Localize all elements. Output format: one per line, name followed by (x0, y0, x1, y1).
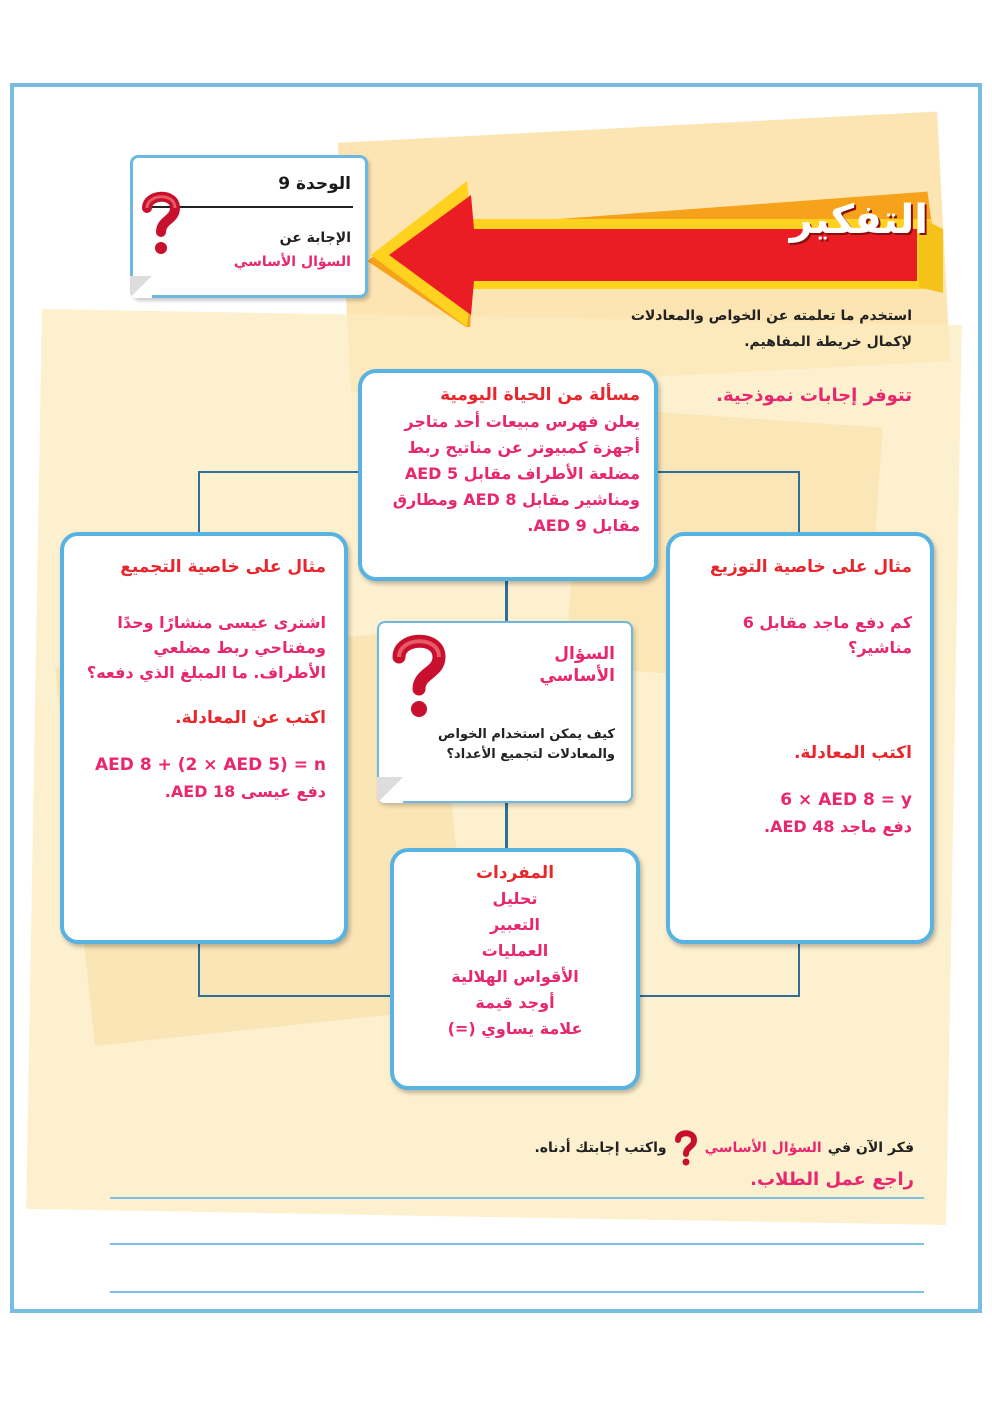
vocabulary-item: التعبير (489, 915, 541, 934)
page-curl (130, 276, 152, 298)
associative-instruction: اكتب عن المعادلة. (175, 708, 326, 728)
unit-card (130, 155, 368, 298)
question-mark-icon (389, 631, 449, 721)
connector-line (505, 581, 508, 621)
intro-text (492, 303, 912, 355)
vocabulary-heading: المفردات (475, 863, 555, 883)
vocabulary-item: تحليل (492, 889, 538, 908)
connector-line (798, 471, 800, 533)
answer-label: الإجابة عن (279, 230, 351, 246)
student-work-note: راجع عمل الطلاب. (750, 1169, 914, 1190)
associative-answer: دفع عيسى AED 18. (164, 782, 326, 801)
distributive-answer: دفع ماجد AED 48. (764, 817, 912, 836)
answer-line (110, 1243, 924, 1245)
connector-line (198, 471, 200, 533)
vocabulary-item: أوجد قيمة (475, 993, 555, 1012)
reflect-text: واكتب إجابتك أدناه. (534, 1140, 667, 1156)
connector-line (505, 803, 508, 849)
question-mark-icon (673, 1129, 699, 1167)
answer-line (110, 1291, 924, 1293)
distributive-box (666, 532, 934, 944)
daily-life-text: يعلن فهرس مبيعات أحد متاجر أجهزة كمبيوتر عن مناتيح ربط مضلعة الأطراف مقابل AED 5 ومناشير مقابل AED 8 ومطارق مقابل AED 9. (392, 412, 640, 535)
unit-title: الوحدة 9 (278, 174, 351, 194)
reflect-text: فكر الآن في (827, 1140, 914, 1156)
essential-question-text: كيف يمكن استخدام الخواص والمعادلات لتجميع الأعداد؟ (438, 727, 615, 762)
question-mark-icon (139, 188, 183, 258)
associative-equation: AED 8 + (2 × AED 5) = n (95, 755, 326, 775)
answer-line (110, 1197, 924, 1199)
associative-box (60, 532, 348, 944)
reflect-prompt (534, 1129, 914, 1167)
page-frame (10, 83, 982, 1313)
vocabulary-box (390, 848, 640, 1090)
daily-life-heading: مسألة من الحياة اليومية (440, 385, 640, 405)
connector-line (640, 995, 800, 997)
banner-title: التفكير (789, 197, 928, 243)
connector-line (798, 943, 800, 997)
daily-life-box (358, 369, 658, 581)
reflect-essential-label: السؤال الأساسي (704, 1140, 822, 1156)
essential-question-card (377, 621, 633, 803)
distributive-heading: مثال على خاصية التوزيع (709, 557, 912, 577)
distributive-equation: 6 × AED 8 = y (780, 790, 912, 810)
connector-line (198, 995, 390, 997)
vocabulary-item: علامة يساوي (=) (447, 1019, 583, 1038)
connector-line (658, 471, 800, 473)
distributive-question: كم دفع ماجد مقابل 6 مناشير؟ (742, 613, 912, 657)
essential-question-title: السؤال الأساسي (539, 644, 615, 686)
intro-line: لإكمال خريطة المفاهيم. (744, 334, 912, 350)
essential-question-label: السؤال الأساسي (233, 254, 351, 270)
associative-heading: مثال على خاصية التجميع (120, 557, 326, 577)
page-curl (377, 777, 403, 803)
connector-line (198, 943, 200, 997)
model-answers-note: تتوفر إجابات نموذجية. (716, 385, 912, 406)
vocabulary-item: العمليات (481, 941, 549, 960)
associative-question: اشترى عيسى منشارًا وحدًا ومفتاحي ربط مضلعي الأطراف. ما المبلغ الذي دفعه؟ (86, 613, 326, 682)
distributive-instruction: اكتب المعادلة. (793, 743, 912, 763)
connector-line (198, 471, 358, 473)
vocabulary-item: الأقواس الهلالية (451, 967, 579, 986)
intro-line: استخدم ما تعلمته عن الخواص والمعادلات (630, 308, 912, 324)
